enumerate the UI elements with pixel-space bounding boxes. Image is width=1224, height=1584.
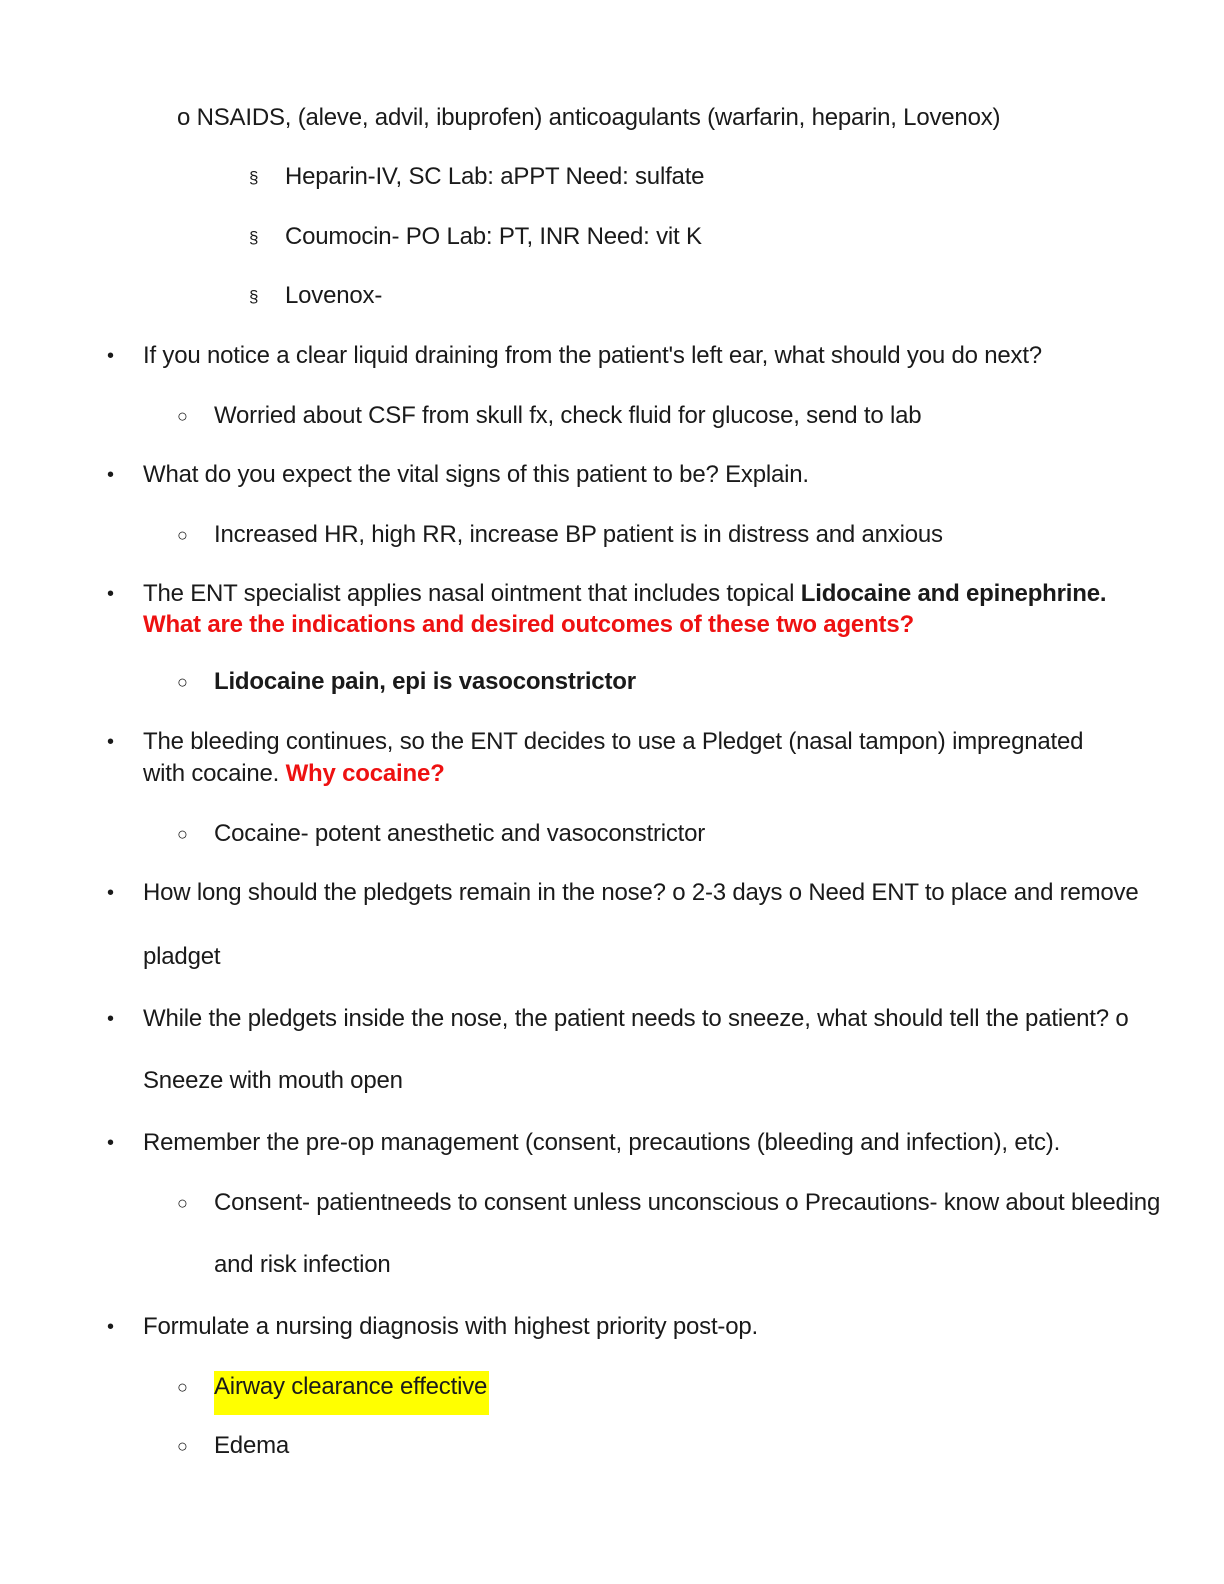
ear-drainage-question: If you notice a clear liquid draining from the patient's left ear, what should you do next?: [143, 342, 1042, 369]
circle-bullet-icon: ○: [177, 406, 188, 426]
consent-answer: Consent- patientneeds to consent unless unconscious o Precautions- know about bleeding: [214, 1189, 1161, 1216]
pledget-duration-question: How long should the pledgets remain in the nose? o 2-3 days o Need ENT to place and remove: [143, 879, 1139, 906]
lovenox-line: Lovenox-: [285, 282, 383, 309]
vital-signs-question: What do you expect the vital signs of this patient to be? Explain.: [143, 461, 809, 488]
consent-answer-continued: and risk infection: [214, 1251, 391, 1278]
bullet-icon: •: [107, 345, 115, 367]
circle-bullet-icon: ○: [177, 1436, 188, 1456]
vital-signs-answer: Increased HR, high RR, increase BP patient is in distress and anxious: [214, 521, 943, 548]
circle-bullet-icon: ○: [177, 824, 188, 844]
bullet-icon: •: [107, 1316, 115, 1338]
ointment-question: [143, 578, 1133, 640]
ointment-answer: Lidocaine pain, epi is vasoconstrictor: [214, 668, 636, 695]
bullet-icon: •: [107, 583, 115, 605]
ointment-indications-prompt: What are the indications and desired outcomes of these two agents?: [143, 611, 914, 638]
bullet-icon: •: [107, 464, 115, 486]
pledget-question: [143, 726, 1113, 790]
pledget-duration-continued: pladget: [143, 943, 221, 970]
ear-drainage-answer: Worried about CSF from skull fx, check fluid for glucose, send to lab: [214, 402, 922, 429]
circle-bullet-icon: ○: [177, 672, 188, 692]
bullet-icon: •: [107, 882, 115, 904]
bullet-icon: •: [107, 1008, 115, 1030]
cocaine-answer: Cocaine- potent anesthetic and vasoconstrictor: [214, 820, 706, 847]
sneeze-answer: Sneeze with mouth open: [143, 1067, 403, 1094]
circle-bullet-icon: ○: [177, 1193, 188, 1213]
pledget-question-text: The bleeding continues, so the ENT decides to use a Pledget (nasal tampon) impregnated with cocaine.: [143, 728, 1084, 787]
highlighted-airway-text: Airway clearance effective: [214, 1371, 489, 1415]
ointment-question-text: The ENT specialist applies nasal ointment that includes topical: [143, 580, 801, 607]
ointment-agents: Lidocaine and epinephrine.: [800, 580, 1107, 607]
bullet-icon: •: [107, 1132, 115, 1154]
circle-bullet-icon: ○: [177, 1377, 188, 1397]
section-bullet-icon: §: [249, 168, 259, 187]
circle-bullet-icon: ○: [177, 525, 188, 545]
section-bullet-icon: §: [249, 287, 259, 306]
sneeze-question: While the pledgets inside the nose, the patient needs to sneeze, what should tell the patient? o: [143, 1005, 1129, 1032]
heparin-line: Heparin-IV, SC Lab: aPPT Need: sulfate: [285, 163, 705, 190]
nsaids-line: o NSAIDS, (aleve, advil, ibuprofen) anticoagulants (warfarin, heparin, Lovenox): [177, 104, 1001, 131]
edema-answer: Edema: [214, 1432, 290, 1459]
coumocin-line: Coumocin- PO Lab: PT, INR Need: vit K: [285, 223, 702, 250]
bullet-icon: •: [107, 731, 115, 753]
why-cocaine-prompt: Why cocaine?: [285, 760, 445, 787]
section-bullet-icon: §: [249, 228, 259, 247]
pre-op-question: Remember the pre-op management (consent, precautions (bleeding and infection), etc).: [143, 1129, 1061, 1156]
nursing-diagnosis-question: Formulate a nursing diagnosis with highest priority post-op.: [143, 1313, 758, 1340]
airway-answer: [214, 1371, 489, 1415]
